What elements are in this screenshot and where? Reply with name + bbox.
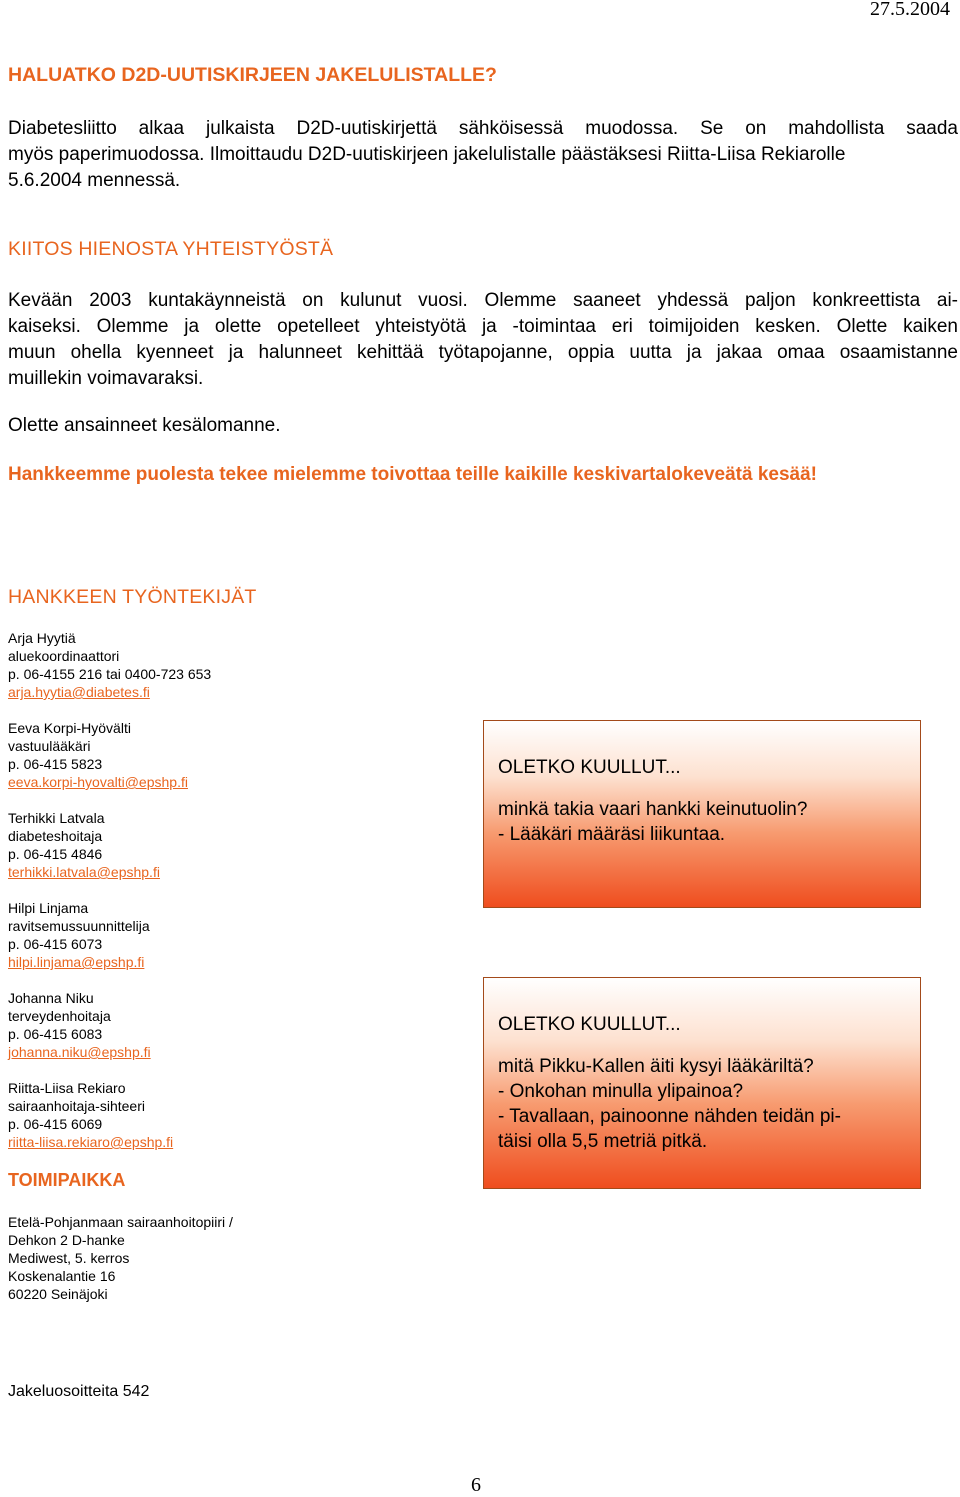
address-line: Dehkon 2 D-hanke (8, 1232, 125, 1248)
document-date: 27.5.2004 (870, 0, 950, 20)
contact-card (8, 629, 211, 701)
contact-email-link[interactable]: eeva.korpi-hyovalti@epshp.fi (8, 774, 188, 790)
paragraph-line: myös paperimuodossa. Ilmoittaudu D2D-uutiskirjeen jakelulistalle päästäksesi Riitta-Liisa Rekiarolle (8, 144, 846, 165)
joke-line: täisi olla 5,5 metriä pitkä. (498, 1131, 708, 1152)
joke-line: minkä takia vaari hankki keinutuolin? (498, 799, 808, 820)
contact-email-link[interactable]: arja.hyytia@diabetes.fi (8, 684, 150, 700)
contact-email-link[interactable]: hilpi.linjama@epshp.fi (8, 954, 145, 970)
contact-card (8, 809, 211, 881)
vacation-text: Olette ansainneet kesälomanne. (8, 415, 281, 436)
distribution-count: Jakeluosoitteita 542 (8, 1383, 150, 1400)
paragraph-line: Kevään 2003 kuntakäynneistä on kulunut vuosi. Olemme saaneet yhdessä paljon konkreettista ai- (8, 290, 958, 311)
contact-email-link[interactable]: johanna.niku@epshp.fi (8, 1044, 151, 1060)
joke-title: OLETKO KUULLUT... (498, 757, 681, 778)
contact-role: ravitsemussuunnittelija (8, 918, 150, 934)
contact-email-link[interactable]: terhikki.latvala@epshp.fi (8, 864, 160, 880)
contact-name: Arja Hyytiä (8, 630, 76, 646)
staff-list (8, 629, 211, 1169)
contact-name: Riitta-Liisa Rekiaro (8, 1080, 126, 1096)
contact-name: Terhikki Latvala (8, 810, 105, 826)
contact-email-link[interactable]: riitta-liisa.rekiaro@epshp.fi (8, 1134, 174, 1150)
contact-card (8, 989, 211, 1061)
thanks-heading: KIITOS HIENOSTA YHTEISTYÖSTÄ (8, 238, 334, 260)
contact-card (8, 719, 211, 791)
contact-role: aluekoordinaattori (8, 648, 120, 664)
paragraph-line: muun ohella kyenneet ja halunneet kehittää työtapojanne, oppia uutta ja jakaa omaa osaamistanne (8, 342, 958, 363)
contact-role: vastuulääkäri (8, 738, 91, 754)
contact-role: terveydenhoitaja (8, 1008, 111, 1024)
newsletter-heading: HALUATKO D2D-UUTISKIRJEEN JAKELULISTALLE? (8, 64, 497, 86)
contact-phone: p. 06-415 6069 (8, 1116, 103, 1132)
thanks-paragraph (8, 288, 958, 392)
address-line: Koskenalantie 16 (8, 1268, 116, 1284)
contact-phone: p. 06-4155 216 tai 0400-723 653 (8, 666, 212, 682)
page-number: 6 (471, 1474, 481, 1496)
staff-heading: HANKKEEN TYÖNTEKIJÄT (8, 586, 257, 608)
address-line: Etelä-Pohjanmaan sairaanhoitopiiri / (8, 1214, 233, 1230)
newsletter-paragraph (8, 116, 958, 194)
joke-title: OLETKO KUULLUT... (498, 1014, 681, 1035)
address-line: Mediwest, 5. kerros (8, 1250, 130, 1266)
contact-phone: p. 06-415 5823 (8, 756, 103, 772)
contact-card (8, 1079, 211, 1151)
joke-line: - Lääkäri määräsi liikuntaa. (498, 824, 726, 845)
contact-phone: p. 06-415 4846 (8, 846, 103, 862)
paragraph-line: Diabetesliitto alkaa julkaista D2D-uutiskirjettä sähköisessä muodossa. Se on mahdollista saada (8, 118, 958, 139)
paragraph-line: kaiseksi. Olemme ja olette opetelleet yhteistyötä ja -toimintaa eri toimijoiden kesken. Olette kaiken (8, 316, 958, 337)
summer-wish: Hankkeemme puolesta tekee mielemme toivottaa teille kaikille keskivartalokeveätä kesää! (8, 464, 818, 485)
joke-line: - Tavallaan, painoonne nähden teidän pi- (498, 1106, 841, 1127)
joke-line: - Onkohan minulla ylipainoa? (498, 1081, 744, 1102)
joke-box (483, 977, 921, 1189)
contact-phone: p. 06-415 6083 (8, 1026, 103, 1042)
contact-phone: p. 06-415 6073 (8, 936, 103, 952)
contact-card (8, 899, 211, 971)
office-heading: TOIMIPAIKKA (8, 1170, 126, 1190)
address-line: 60220 Seinäjoki (8, 1286, 108, 1302)
office-address (8, 1213, 233, 1303)
joke-box (483, 720, 921, 908)
contact-name: Eeva Korpi-Hyövälti (8, 720, 131, 736)
contact-role: diabeteshoitaja (8, 828, 103, 844)
contact-name: Johanna Niku (8, 990, 94, 1006)
joke-line: mitä Pikku-Kallen äiti kysyi lääkäriltä? (498, 1056, 814, 1077)
paragraph-line: 5.6.2004 mennessä. (8, 170, 181, 191)
contact-role: sairaanhoitaja-sihteeri (8, 1098, 145, 1114)
paragraph-line: muillekin voimavaraksi. (8, 368, 204, 389)
contact-name: Hilpi Linjama (8, 900, 89, 916)
